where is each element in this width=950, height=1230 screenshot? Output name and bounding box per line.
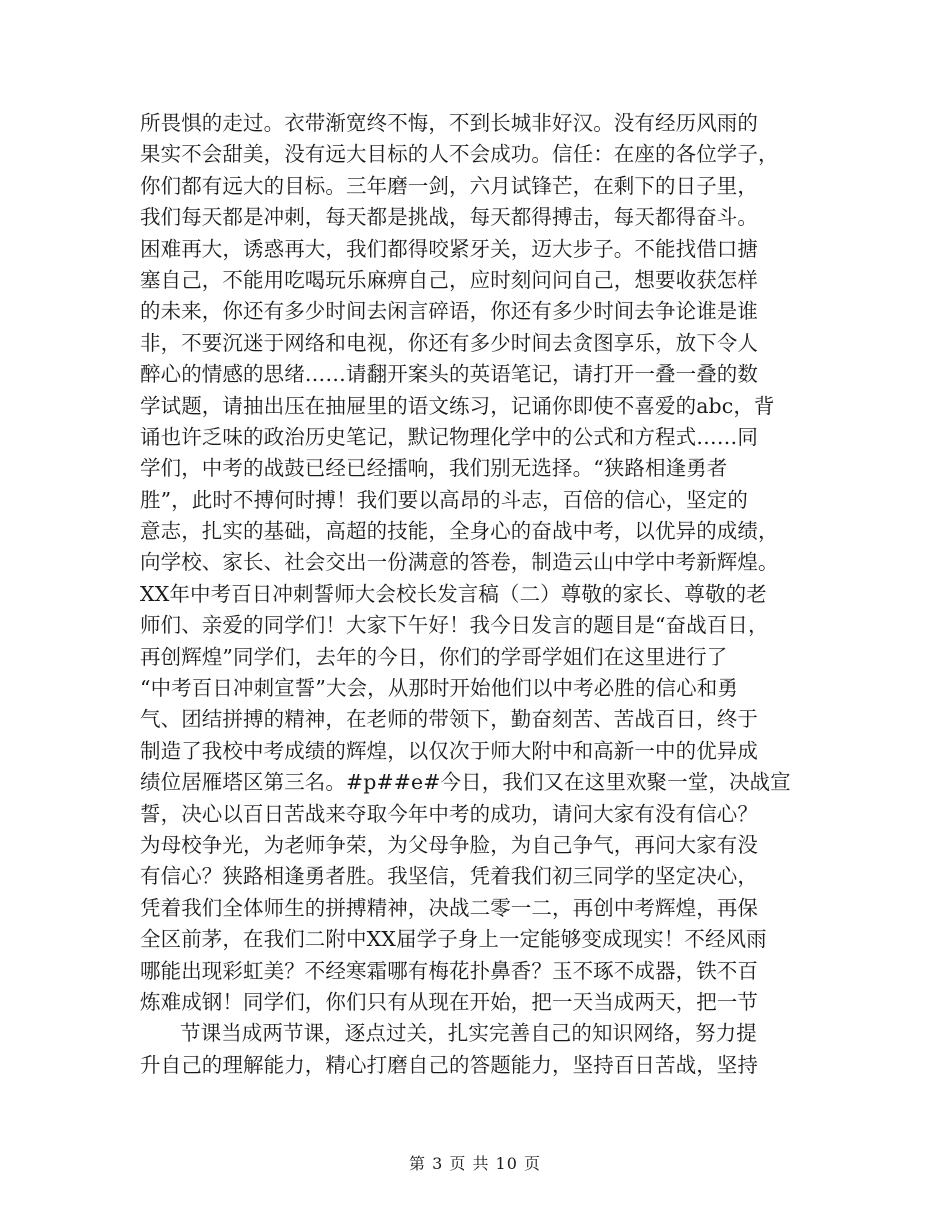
text-line-indented: 节课当成两节课，逐点过关，扎实完善自己的知识网络，努力提: [180, 1021, 757, 1046]
text-line: 我们每天都是冲刺，每天都是挑战，每天都得搏击，每天都得奋斗。: [140, 205, 758, 230]
text-line: 气、团结拼搏的精神，在老师的带领下，勤奋刻苦、苦战百日，终于: [140, 707, 758, 732]
text-line: 学试题，请抽出压在抽屉里的语文练习，记诵你即使不喜爱的abc，背: [140, 393, 775, 418]
text-line: 困难再大，诱惑再大，我们都得咬紧牙关，迈大步子。不能找借口搪: [140, 236, 758, 261]
text-line: 非，不要沉迷于网络和电视，你还有多少时间去贪图享乐，放下令人: [140, 330, 758, 355]
text-line: 升自己的理解能力，精心打磨自己的答题能力，坚持百日苦战，坚持: [140, 1052, 758, 1077]
text-line: 炼难成钢！同学们，你们只有从现在开始，把一天当成两天，把一节: [140, 989, 758, 1014]
text-line: 学们，中考的战鼓已经已经擂响，我们别无选择。“狭路相逢勇者: [140, 456, 728, 481]
text-line: XX年中考百日冲刺誓师大会校长发言稿（二）尊敬的家长、尊敬的老: [140, 581, 767, 606]
text-line: 醉心的情感的思绪……请翻开案头的英语笔记，请打开一叠一叠的数: [140, 362, 758, 387]
text-line: 向学校、家长、社会交出一份满意的答卷，制造云山中学中考新辉煌。: [140, 550, 779, 575]
text-line: 制造了我校中考成绩的辉煌，以仅次于师大附中和高新一中的优异成: [140, 738, 758, 763]
text-line: 全区前茅，在我们二附中XX届学子身上一定能够变成现实！不经风雨: [140, 927, 767, 952]
text-line: 凭着我们全体师生的拼搏精神，决战二零一二，再创中考辉煌，再保: [140, 895, 758, 920]
text-line: 胜”，此时不搏何时搏！我们要以高昂的斗志，百倍的信心，坚定的: [140, 487, 748, 512]
body-text: [140, 108, 830, 1081]
text-line: 哪能出现彩虹美？不经寒霜哪有梅花扑鼻香？玉不琢不成器，铁不百: [140, 958, 758, 983]
text-line: 果实不会甜美，没有远大目标的人不会成功。信任：在座的各位学子，: [140, 142, 779, 167]
text-line: 的未来，你还有多少时间去闲言碎语，你还有多少时间去争论谁是谁: [140, 299, 758, 324]
text-line: 所畏惧的走过。衣带渐宽终不悔，不到长城非好汉。没有经历风雨的: [140, 111, 758, 135]
text-line: 意志，扎实的基础，高超的技能，全身心的奋战中考，以优异的成绩，: [140, 519, 779, 544]
text-line: 诵也许乏味的政治历史笔记，默记物理化学中的公式和方程式……同: [140, 424, 758, 449]
page-number-footer: 第 3 页 共 10 页: [409, 1154, 541, 1173]
text-line: 有信心？狭路相逢勇者胜。我坚信，凭着我们初三同学的坚定决心，: [140, 864, 758, 889]
text-line: 誓，决心以百日苦战来夺取今年中考的成功，请问大家有没有信心？: [140, 801, 758, 826]
text-line: 塞自己，不能用吃喝玩乐麻痹自己，应时刻问问自己，想要收获怎样: [140, 267, 758, 292]
text-line: 再创辉煌”同学们，去年的今日，你们的学哥学姐们在这里进行了: [140, 644, 728, 669]
text-line: 为母校争光，为老师争荣，为父母争脸，为自己争气，再问大家有没: [140, 832, 758, 857]
text-line: 师们、亲爱的同学们！大家下午好！我今日发言的题目是“奋战百日，: [140, 613, 769, 638]
text-line: 绩位居雁塔区第三名。#p##e#今日，我们又在这里欢聚一堂，决战宣: [140, 770, 791, 795]
text-line: “中考百日冲刺宣誓”大会，从那时开始他们以中考必胜的信心和勇: [140, 676, 738, 701]
text-line: 你们都有远大的目标。三年磨一剑，六月试锋芒，在剩下的日子里，: [140, 173, 758, 198]
